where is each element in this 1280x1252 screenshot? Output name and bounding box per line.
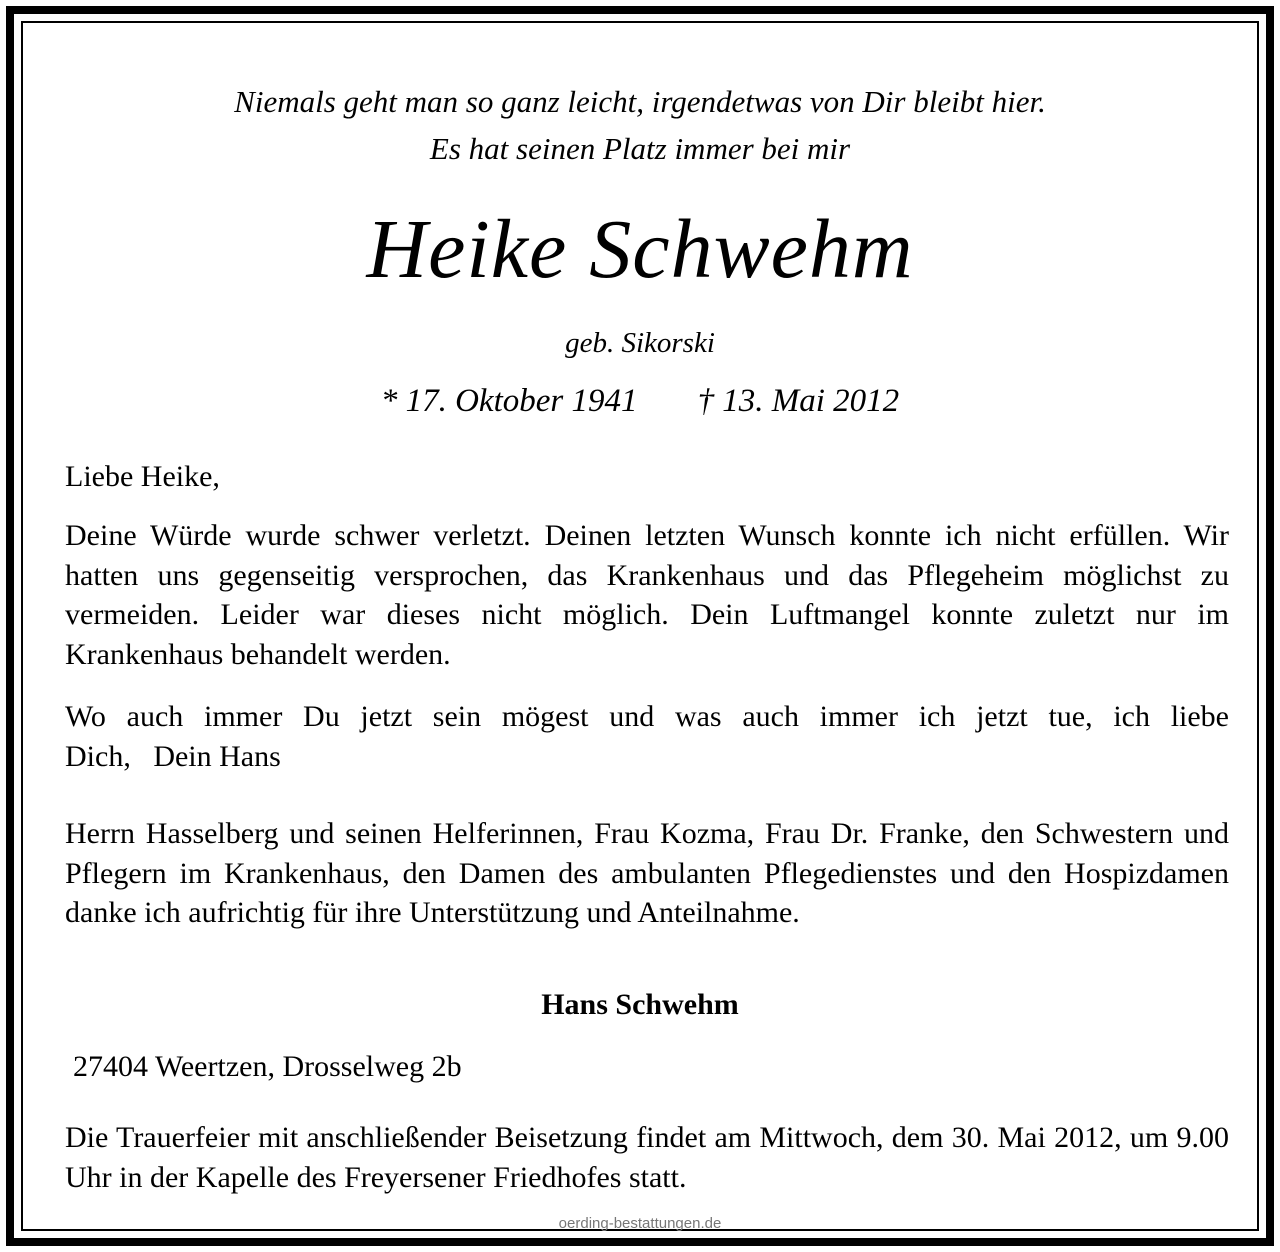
funeral-notice: Die Trauerfeier mit anschließender Beisetzung findet am Mittwoch, dem 30. Mai 2012, um 9.00 Uhr in der Kapelle des Freyersener Friedhofes statt.	[65, 1121, 1229, 1194]
motto-line-1: Niemals geht man so ganz leicht, irgendetwas von Dir bleibt hier.	[234, 84, 1046, 119]
letter-paragraph-2-line-2: Dich, Dein Hans	[65, 739, 281, 773]
letter-paragraph-2	[65, 697, 1229, 776]
letter-paragraph-2-line-1: Wo auch immer Du jetzt sein mögest und was auch immer ich jetzt tue, ich liebe	[65, 700, 1229, 733]
signer-name: Hans Schwehm	[541, 988, 739, 1021]
salutation: Liebe Heike,	[65, 460, 220, 493]
life-dates	[23, 378, 1257, 424]
death-date: † 13. Mai 2012	[697, 383, 900, 419]
motto-line-2: Es hat seinen Platz immer bei mir	[429, 131, 851, 166]
letter-paragraph-1: Deine Würde wurde schwer verletzt. Deinen letzten Wunsch konnte ich nicht erfüllen. Wir hatten uns gegenseitig versprochen, das Krankenhaus und das Pflegeheim möglichst zu vermeiden. Leider war dieses nicht möglich. Dein Luftmangel konnte zuletzt nur im Krankenhaus behandelt werden.	[65, 519, 1229, 671]
signer-address: 27404 Weertzen, Drosselweg 2b	[73, 1050, 462, 1083]
obituary-inner-border	[21, 21, 1259, 1231]
birth-date: * 17. Oktober 1941	[380, 383, 638, 419]
obituary-frame	[6, 6, 1274, 1246]
birth-name: geb. Sikorski	[565, 327, 715, 359]
thanks-paragraph: Herrn Hasselberg und seinen Helferinnen, Frau Kozma, Frau Dr. Franke, den Schwestern und Pflegern im Krankenhaus, den Damen des ambulanten Pflegedienstes und den Hospizdamen danke ich aufrichtig für ihre Unterstützung und Anteilnahme.	[65, 817, 1229, 929]
source-watermark: oerding-bestattungen.de	[558, 1215, 722, 1232]
deceased-name: Heike Schwehm	[366, 203, 914, 296]
